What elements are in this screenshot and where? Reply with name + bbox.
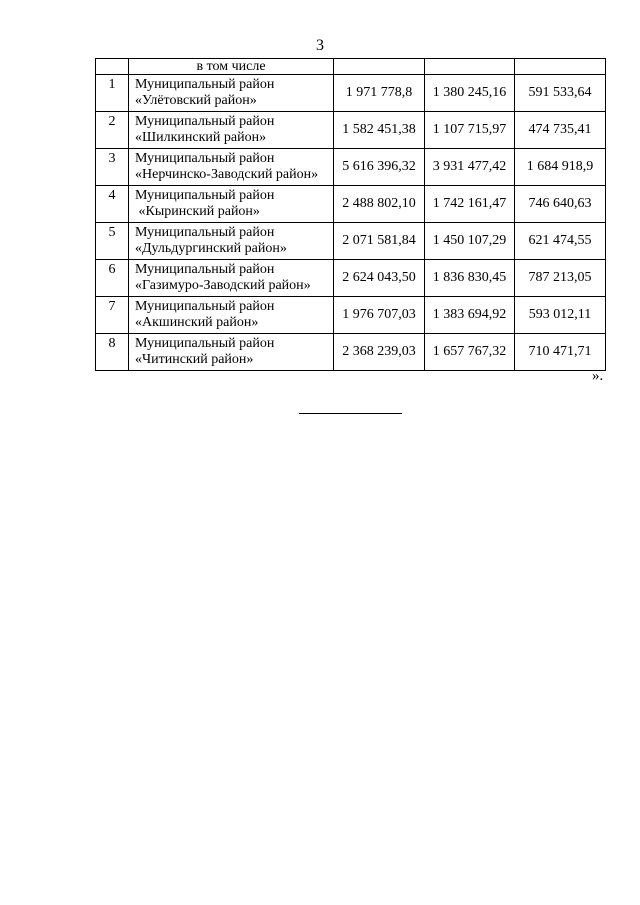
district-name-line2: «Нерчинско-Заводский район» xyxy=(135,167,319,182)
value-part-2: 710 471,71 xyxy=(515,334,606,371)
district-name-line2: «Газимуро-Заводский район» xyxy=(135,278,311,293)
subheader-num-cell xyxy=(96,59,129,75)
row-number: 6 xyxy=(96,260,129,297)
value-part-2: 593 012,11 xyxy=(515,297,606,334)
value-part-2: 746 640,63 xyxy=(515,186,606,223)
district-name-line1: Муниципальный район xyxy=(135,151,275,166)
value-part-1: 1 107 715,97 xyxy=(425,112,515,149)
page-number: 3 xyxy=(316,37,324,54)
value-total: 1 582 451,38 xyxy=(334,112,425,149)
subheader-empty-cell xyxy=(334,59,425,75)
row-number: 2 xyxy=(96,112,129,149)
district-name-line2: «Читинский район» xyxy=(135,352,254,367)
district-name-line2: «Улётовский район» xyxy=(135,93,257,108)
value-part-2: 787 213,05 xyxy=(515,260,606,297)
subheader-empty-cell xyxy=(515,59,606,75)
table-row xyxy=(96,149,606,186)
value-part-1: 3 931 477,42 xyxy=(425,149,515,186)
subheader-empty-cell xyxy=(425,59,515,75)
district-name-line1: Муниципальный район xyxy=(135,225,275,240)
value-total: 2 488 802,10 xyxy=(334,186,425,223)
value-total: 1 976 707,03 xyxy=(334,297,425,334)
row-number: 5 xyxy=(96,223,129,260)
district-name-line1: Муниципальный район xyxy=(135,188,275,203)
district-name-line2: «Акшинский район» xyxy=(135,315,259,330)
value-total: 2 071 581,84 xyxy=(334,223,425,260)
value-part-2: 1 684 918,9 xyxy=(515,149,606,186)
value-part-1: 1 836 830,45 xyxy=(425,260,515,297)
table-row xyxy=(96,260,606,297)
district-name-line2: «Кыринский район» xyxy=(135,204,260,219)
closing-quote-mark: ». xyxy=(592,368,604,384)
end-of-document-rule xyxy=(299,413,402,414)
district-name-line1: Муниципальный район xyxy=(135,114,275,129)
value-part-1: 1 380 245,16 xyxy=(425,75,515,112)
district-name-line2: «Шилкинский район» xyxy=(135,130,267,145)
district-name xyxy=(129,297,334,334)
value-part-2: 474 735,41 xyxy=(515,112,606,149)
district-name xyxy=(129,186,334,223)
district-budget-table xyxy=(95,58,606,371)
district-name-line1: Муниципальный район xyxy=(135,262,275,277)
value-part-2: 621 474,55 xyxy=(515,223,606,260)
row-number: 8 xyxy=(96,334,129,371)
value-total: 2 624 043,50 xyxy=(334,260,425,297)
district-name-line1: Муниципальный район xyxy=(135,77,275,92)
value-part-1: 1 657 767,32 xyxy=(425,334,515,371)
table-row xyxy=(96,334,606,371)
table-row xyxy=(96,112,606,149)
value-total: 1 971 778,8 xyxy=(334,75,425,112)
table-row xyxy=(96,297,606,334)
subheader-label: в том числе xyxy=(129,59,334,75)
district-name xyxy=(129,75,334,112)
district-name xyxy=(129,334,334,371)
district-name-line1: Муниципальный район xyxy=(135,299,275,314)
district-name xyxy=(129,112,334,149)
table-row xyxy=(96,186,606,223)
table-subheader-row xyxy=(96,59,606,75)
district-name-line1: Муниципальный район xyxy=(135,336,275,351)
district-name xyxy=(129,260,334,297)
table-row xyxy=(96,223,606,260)
row-number: 7 xyxy=(96,297,129,334)
value-part-2: 591 533,64 xyxy=(515,75,606,112)
row-number: 1 xyxy=(96,75,129,112)
district-name-line2: «Дульдургинский район» xyxy=(135,241,287,256)
value-part-1: 1 742 161,47 xyxy=(425,186,515,223)
value-part-1: 1 383 694,92 xyxy=(425,297,515,334)
value-total: 5 616 396,32 xyxy=(334,149,425,186)
district-name xyxy=(129,223,334,260)
table-row xyxy=(96,75,606,112)
district-name xyxy=(129,149,334,186)
value-part-1: 1 450 107,29 xyxy=(425,223,515,260)
row-number: 4 xyxy=(96,186,129,223)
row-number: 3 xyxy=(96,149,129,186)
value-total: 2 368 239,03 xyxy=(334,334,425,371)
